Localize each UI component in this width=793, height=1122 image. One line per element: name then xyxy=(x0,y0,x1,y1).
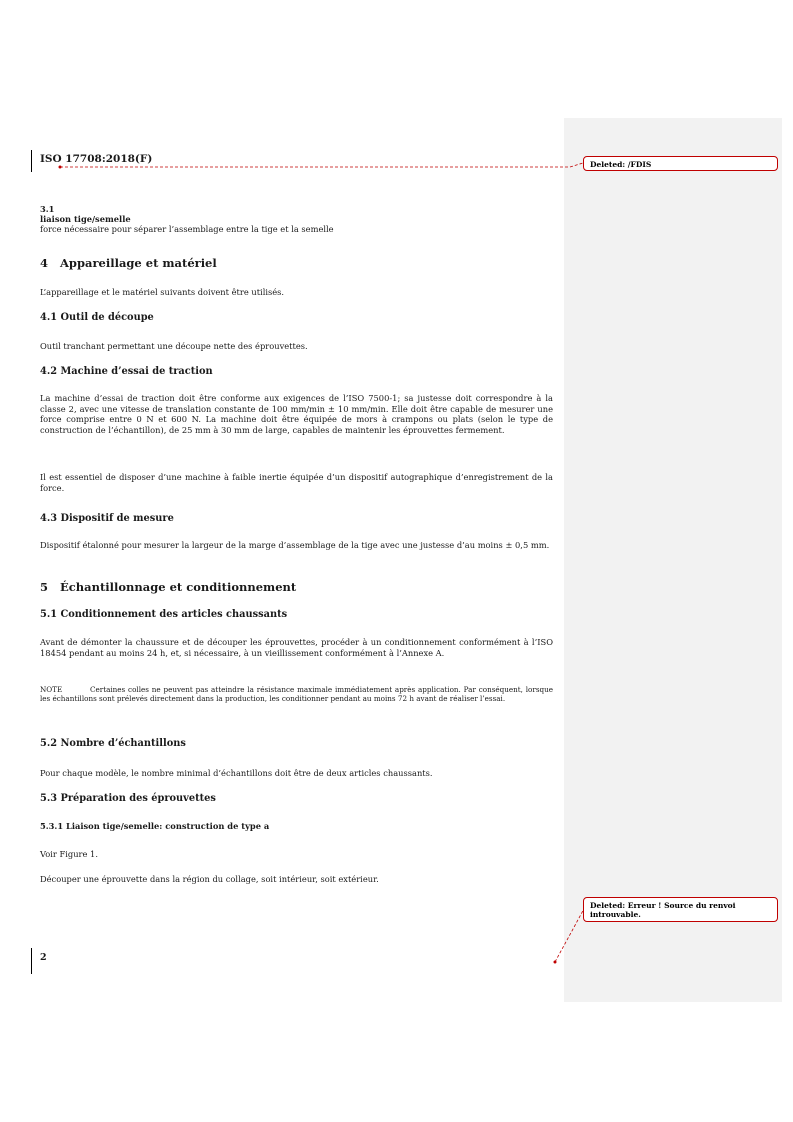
term-name: liaison tige/semelle xyxy=(40,214,131,224)
connector-anchor-1 xyxy=(59,166,62,169)
comment-pane xyxy=(564,118,782,1002)
comment-balloon-deleted-fdis[interactable]: Deleted: /FDIS xyxy=(583,156,778,171)
section-4-3-heading: 4.3 Dispositif de mesure xyxy=(40,513,174,524)
section-5-1-heading: 5.1 Conditionnement des articles chaussants xyxy=(40,609,288,620)
section-4-2-paragraph-2: Il est essentiel de disposer d’une machine à faible inertie équipée d’un dispositif autographique d’enregistrement de la force. xyxy=(40,472,553,493)
section-5-3-1-text-1: Voir Figure 1. xyxy=(40,849,98,859)
section-5-3-1-heading: 5.3.1 Liaison tige/semelle: construction de type a xyxy=(40,821,270,831)
section-5-heading xyxy=(40,580,553,594)
section-4-title: Appareillage et matériel xyxy=(60,256,217,270)
section-4-2-heading: 4.2 Machine d’essai de traction xyxy=(40,366,213,377)
section-5-3-1-text-2: Découper une éprouvette dans la région du collage, soit intérieur, soit extérieur. xyxy=(40,874,379,884)
section-4-number: 4 xyxy=(40,256,49,270)
section-5-number: 5 xyxy=(40,580,49,594)
section-4-2-paragraph-1: La machine d’essai de traction doit être conforme aux exigences de l’ISO 7500-1; sa justesse doit correspondre à la classe 2, avec une vitesse de translation constante de 100 mm/min ± 10 mm/min. Elle doit être capable de mesurer une force comprise entre 0 N et 600 N. La machine doit être équipée de mors à crampons ou plats (selon le type de construction de l’échantillon), de 25 mm à 30 mm de large, capables de maintenir les éprouvettes fermement. xyxy=(40,393,553,435)
section-5-2-heading: 5.2 Nombre d’échantillons xyxy=(40,738,186,749)
comment-balloon-deleted-erreur[interactable]: Deleted: Erreur ! Source du renvoi introuvable. xyxy=(583,897,778,922)
section-4-3-text: Dispositif étalonné pour mesurer la largeur de la marge d’assemblage de la tige avec une justesse d’au moins ± 0,5 mm. xyxy=(40,540,550,550)
change-bar-header xyxy=(31,150,32,172)
connector-anchor-2 xyxy=(554,961,557,964)
section-5-title: Échantillonnage et conditionnement xyxy=(60,580,297,594)
page-number: 2 xyxy=(40,952,47,963)
section-4-1-heading: 4.1 Outil de découpe xyxy=(40,312,154,323)
section-5-1-note xyxy=(40,685,553,703)
note-text: Certaines colles ne peuvent pas atteindre la résistance maximale immédiatement après application. Par conséquent, lorsque les échantillons sont prélevés directement dans la production, les conditionner pendant au moins 72 h avant de réaliser l’essai. xyxy=(40,685,553,704)
note-label: NOTE xyxy=(40,685,63,694)
section-5-2-text: Pour chaque modèle, le nombre minimal d’échantillons doit être de deux articles chaussants. xyxy=(40,768,433,778)
section-5-1-text: Avant de démonter la chaussure et de découper les éprouvettes, procéder à un conditionnement conformément à l’ISO 18454 pendant au moins 24 h, et, si nécessaire, à un vieillissement conformément à l’Annexe A. xyxy=(40,637,553,658)
change-bar-footer xyxy=(31,948,32,974)
section-4-heading xyxy=(40,256,553,270)
section-4-intro: L’appareillage et le matériel suivants doivent être utilisés. xyxy=(40,287,285,297)
section-4-1-text: Outil tranchant permettant une découpe nette des éprouvettes. xyxy=(40,341,308,351)
document-header-id: ISO 17708:2018(F) xyxy=(40,153,153,165)
section-5-3-heading: 5.3 Préparation des éprouvettes xyxy=(40,793,216,804)
term-definition: force nécessaire pour séparer l’assemblage entre la tige et la semelle xyxy=(40,224,334,234)
term-number: 3.1 xyxy=(40,204,55,214)
